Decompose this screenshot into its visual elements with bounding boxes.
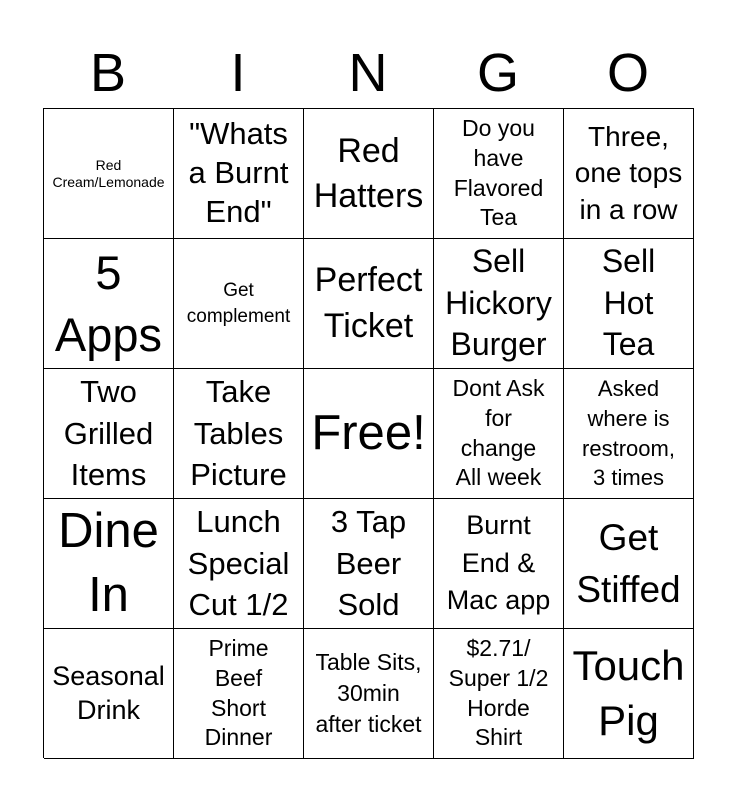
free-space-cell[interactable] bbox=[304, 369, 434, 499]
bingo-cell[interactable] bbox=[564, 629, 694, 759]
cell-text: Get Stiffed bbox=[576, 516, 681, 610]
bingo-cell[interactable] bbox=[174, 369, 304, 499]
cell-text: Perfect Ticket bbox=[314, 260, 423, 345]
cell-text: Burnt End & Mac app bbox=[446, 509, 551, 616]
bingo-cell[interactable] bbox=[564, 499, 694, 629]
cell-text: Seasonal Drink bbox=[52, 660, 165, 725]
cell-text: Two Grilled Items bbox=[63, 373, 154, 493]
header-letter-o: O bbox=[606, 43, 649, 103]
bingo-cell[interactable] bbox=[174, 109, 304, 239]
bingo-cell[interactable] bbox=[44, 369, 174, 499]
cell-text: Table Sits, 30min after ticket bbox=[315, 648, 422, 738]
bingo-cell[interactable] bbox=[174, 499, 304, 629]
cell-text: $2.71/ Super 1/2 Horde Shirt bbox=[448, 634, 549, 751]
bingo-cell[interactable] bbox=[44, 109, 174, 239]
header-letter-b: B bbox=[89, 43, 127, 103]
cell-text: Asked where is restroom, 3 times bbox=[582, 376, 675, 491]
cell-text: Take Tables Picture bbox=[190, 373, 287, 493]
cell-text: Get complement bbox=[186, 279, 291, 327]
bingo-cell[interactable] bbox=[304, 109, 434, 239]
cell-text: Do you have Flavored Tea bbox=[453, 114, 544, 231]
cell-text: Dine In bbox=[58, 503, 159, 622]
bingo-cell[interactable] bbox=[174, 629, 304, 759]
bingo-cell[interactable] bbox=[434, 239, 564, 369]
cell-text: Sell Hot Tea bbox=[601, 243, 656, 363]
cell-text: Prime Beef Short Dinner bbox=[204, 634, 273, 751]
header-letter-i: I bbox=[230, 43, 246, 103]
bingo-header bbox=[43, 40, 693, 106]
bingo-cell[interactable] bbox=[434, 499, 564, 629]
free-space-text: Free! bbox=[311, 406, 426, 461]
cell-text: Lunch Special Cut 1/2 bbox=[187, 503, 290, 623]
bingo-cell[interactable] bbox=[564, 369, 694, 499]
bingo-cell[interactable] bbox=[44, 239, 174, 369]
bingo-cell[interactable] bbox=[434, 109, 564, 239]
bingo-cell[interactable] bbox=[434, 629, 564, 759]
cell-text: "Whats a Burnt End" bbox=[188, 116, 289, 229]
cell-text: Red Cream/Lemonade bbox=[52, 157, 165, 190]
header-letter-g: G bbox=[476, 43, 519, 103]
header-letter-n: N bbox=[348, 43, 388, 103]
bingo-cell[interactable] bbox=[44, 499, 174, 629]
cell-text: Sell Hickory Burger bbox=[445, 243, 552, 363]
cell-text: 3 Tap Beer Sold bbox=[330, 503, 407, 623]
bingo-cell[interactable] bbox=[304, 629, 434, 759]
bingo-cell[interactable] bbox=[564, 239, 694, 369]
bingo-cell[interactable] bbox=[304, 239, 434, 369]
cell-text: Red Hatters bbox=[313, 132, 424, 215]
bingo-cell[interactable] bbox=[564, 109, 694, 239]
cell-text: Dont Ask for change All week bbox=[452, 374, 545, 491]
cell-text: Three, one tops in a row bbox=[574, 120, 683, 225]
bingo-cell[interactable] bbox=[174, 239, 304, 369]
bingo-cell[interactable] bbox=[304, 499, 434, 629]
bingo-board bbox=[43, 108, 694, 758]
bingo-cell[interactable] bbox=[44, 629, 174, 759]
cell-text: Touch Pig bbox=[572, 641, 685, 744]
cell-text: 5 Apps bbox=[54, 246, 163, 361]
bingo-cell[interactable] bbox=[434, 369, 564, 499]
